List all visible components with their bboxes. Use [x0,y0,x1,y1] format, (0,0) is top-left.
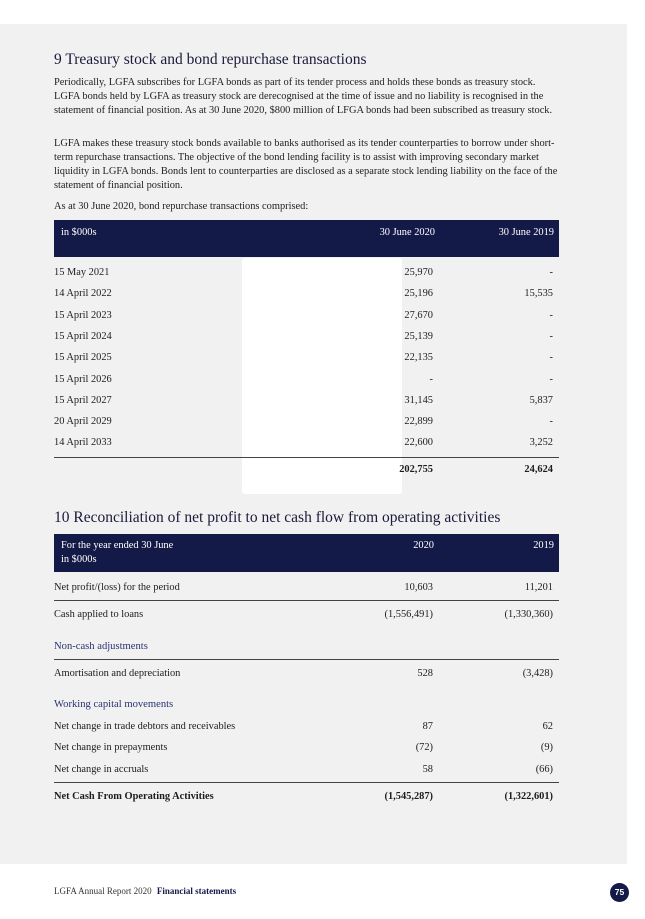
accruals-2019: (66) [535,764,553,775]
working-capital-heading: Working capital movements [54,699,174,710]
trade-debtors-2019: 62 [542,721,553,732]
maturity-date: 15 April 2027 [54,394,112,406]
value-2019: 15,535 [524,288,553,300]
section-9-paragraph-2: LGFA makes these treasury stock bonds available to banks authorised as its tender counterparties to borrow under short-term repurchase transactions. The objective of the bond lending facility is to assist with improving secondary market liquidity in LGFA bonds. Bonds lent to counterparties are disclosed as a separate stock lending liability on the face of the statement of financial position. [54,138,558,191]
repurchase-table-header [54,220,559,257]
maturity-date: 15 April 2023 [54,309,112,321]
amortisation-2019: (3,428) [522,668,553,679]
value-2020: 25,196 [404,288,433,300]
trade-debtors-label: Net change in trade debtors and receivables [54,721,236,732]
value-2020: 22,135 [404,352,433,364]
section-10-title: 10 Reconciliation of net profit to net cash flow from operating activities [54,509,501,526]
header-units: in $000s [61,227,97,238]
value-2019: - [549,373,553,385]
net-profit-row [54,578,558,599]
maturity-date: 14 April 2033 [54,437,112,449]
table-row [54,391,558,412]
value-2020: 31,145 [404,394,433,406]
value-2020: - [429,373,433,385]
net-profit-2019: 11,201 [524,582,553,593]
value-2020: 27,670 [404,309,433,321]
value-2019: 5,837 [529,394,553,406]
table-row [54,412,558,433]
section-name: Financial statements [156,886,237,896]
section-9-paragraph-3: As at 30 June 2020, bond repurchase transactions comprised: [54,201,309,212]
value-2020: 25,970 [404,267,433,278]
net-cash-2019: (1,322,601) [504,791,553,802]
maturity-date: 14 April 2022 [54,288,112,300]
value-2020: 25,139 [404,330,433,342]
accruals-2020: 58 [422,764,433,775]
prepayments-2020: (72) [415,742,433,753]
cash-applied-2019: (1,330,360) [504,609,553,620]
total-2020: 202,755 [399,464,433,475]
net-profit-2020: 10,603 [404,582,433,593]
net-cash-label: Net Cash From Operating Activities [54,791,214,802]
table-row [54,263,558,284]
repurchase-total-row [54,460,558,481]
section-9-title: 9 Treasury stock and bond repurchase transactions [54,51,367,68]
page-footer [54,886,236,896]
accruals-row [54,760,558,781]
reconciliation-table-header [54,534,559,572]
prepayments-2019: (9) [540,742,553,753]
value-2019: - [549,352,553,364]
cash-applied-label: Cash applied to loans [54,609,144,620]
non-cash-adjustments-heading: Non-cash adjustments [54,641,148,652]
header-units: in $000s [61,554,97,565]
section-9-paragraph-1: Periodically, LGFA subscribes for LGFA bonds as part of its tender process and holds these bonds as treasury stock. LGFA bonds held by LGFA as treasury stock are derecognised at the time of issue and no liability is recognised in the statement of financial position. As at 30 June 2020, $800 million of LFGA bonds had been subscribed as treasury stock. [54,77,553,116]
table-row [54,370,558,391]
accruals-label: Net change in accruals [54,764,149,775]
table-row [54,433,558,454]
header-period: For the year ended 30 June [61,540,174,551]
header-2020: 2020 [413,540,434,551]
page-number-badge: 75 [610,883,629,902]
prepayments-row [54,738,558,759]
divider [54,659,559,660]
maturity-date: 20 April 2029 [54,416,112,428]
value-2020: 22,600 [404,437,433,449]
net-cash-2020: (1,545,287) [384,791,433,802]
table-row [54,327,558,348]
value-2020: 22,899 [404,416,433,428]
value-2019: - [549,309,553,321]
trade-debtors-2020: 87 [422,721,433,732]
net-profit-label: Net profit/(loss) for the period [54,582,180,593]
prepayments-label: Net change in prepayments [54,742,168,753]
header-2019: 30 June 2019 [498,227,554,238]
cash-applied-2020: (1,556,491) [384,609,433,620]
net-cash-total-row [54,787,558,808]
cash-applied-row [54,605,558,626]
value-2019: - [549,330,553,342]
maturity-date: 15 May 2021 [54,267,110,278]
total-rule [54,457,559,458]
amortisation-row [54,664,558,685]
maturity-date: 15 April 2025 [54,352,112,364]
trade-debtors-row [54,717,558,738]
value-2019: 3,252 [529,437,553,449]
value-2019: - [549,267,553,278]
amortisation-2020: 528 [417,668,433,679]
amortisation-label: Amortisation and depreciation [54,668,181,679]
maturity-date: 15 April 2026 [54,373,112,385]
maturity-date: 15 April 2024 [54,330,112,342]
table-row [54,348,558,369]
table-row [54,306,558,327]
divider [54,782,559,783]
value-2019: - [549,416,553,428]
table-row [54,284,558,305]
report-name: LGFA Annual Report 2020 [54,886,152,896]
total-2019: 24,624 [524,464,553,475]
header-2020: 30 June 2020 [379,227,435,238]
header-2019: 2019 [533,540,554,551]
divider [54,600,559,601]
